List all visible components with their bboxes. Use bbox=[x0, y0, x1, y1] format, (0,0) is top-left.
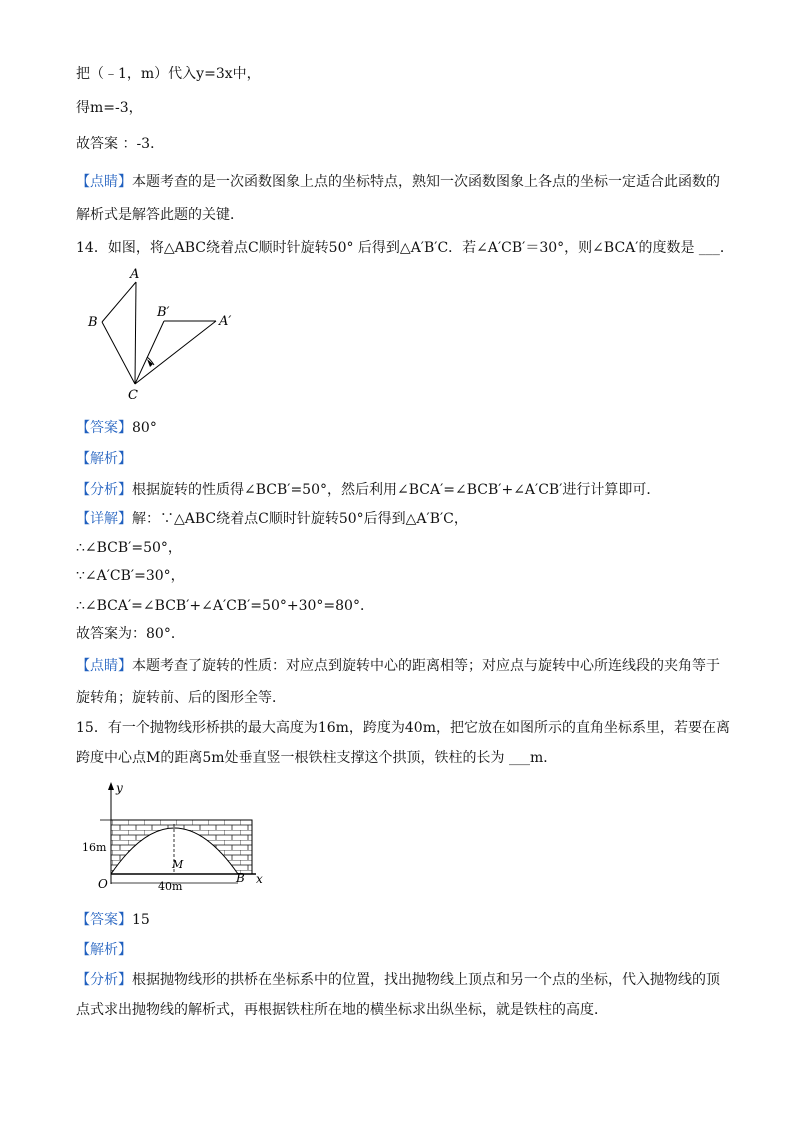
label-height: 16m bbox=[82, 841, 107, 854]
xiangjie-tag: 【详解】 bbox=[76, 511, 132, 527]
label-A-prime: A′ bbox=[219, 314, 232, 329]
fenxi-text: 根据旋转的性质得∠BCB′=50°，然后利用∠BCA′=∠BCB′+∠A′CB′进行计算即可． bbox=[132, 482, 661, 498]
answer-tag: 【答案】 bbox=[76, 912, 132, 928]
fenxi-text: 根据抛物线形的拱桥在坐标系中的位置，找出抛物线上顶点和另一个点的坐标，代入抛物线的顶 bbox=[132, 972, 720, 988]
label-B-prime: B′ bbox=[157, 305, 170, 320]
fenxi-15 bbox=[76, 970, 720, 990]
axis-y-label: y bbox=[116, 781, 123, 795]
fenxi-15-cont: 点式求出抛物线的解析式，再根据铁柱所在地的横坐标求出纵坐标，就是铁柱的高度． bbox=[76, 1002, 608, 1018]
dianjing-text: 本题考查的是一次函数图象上点的坐标特点，熟知一次函数图象上各点的坐标一定适合此函数的 bbox=[132, 174, 720, 190]
text-line-5: 解析式是解答此题的关键． bbox=[76, 207, 244, 223]
label-M: M bbox=[172, 858, 184, 871]
text-line-1: 把（﹣1，m）代入y=3x中， bbox=[76, 66, 261, 82]
dianjing-tag: 【点睛】 bbox=[76, 658, 132, 674]
fenxi-tag: 【分析】 bbox=[76, 482, 132, 498]
step-1: ∴∠BCB′=50°， bbox=[76, 540, 182, 556]
step-3: ∴∠BCA′=∠BCB′+∠A′CB′=50°+30°=80°． bbox=[76, 598, 374, 614]
label-B: B bbox=[236, 871, 245, 885]
axis-x-label: x bbox=[256, 872, 263, 886]
question-15-line1: 15．有一个抛物线形桥拱的最大高度为16m，跨度为40m，把它放在如图所示的直角坐标系里，若要在离 bbox=[76, 720, 730, 736]
xiangjie-14 bbox=[76, 509, 468, 529]
fenxi-tag: 【分析】 bbox=[76, 972, 132, 988]
answer-value: 15 bbox=[132, 912, 150, 928]
answer-tag: 【答案】 bbox=[76, 420, 132, 436]
answer-value: 80° bbox=[132, 420, 157, 436]
label-B: B bbox=[88, 315, 98, 330]
xiangjie-text: 解：∵△ABC绕着点C顺时针旋转50°后得到△A′B′C， bbox=[132, 511, 468, 527]
text-line-3: 故答案 ：-3． bbox=[76, 136, 165, 152]
step-2: ∵∠A′CB′=30°， bbox=[76, 568, 185, 584]
jiexi-14 bbox=[76, 449, 132, 469]
label-O: O bbox=[98, 877, 108, 891]
label-span: 40m bbox=[158, 880, 183, 892]
answer-15 bbox=[76, 910, 150, 930]
rotation-figure bbox=[80, 268, 260, 406]
question-15-line2: 跨度中心点M的距离5m处垂直竖一根铁柱支撑这个拱顶，铁柱的长为 ___m． bbox=[76, 750, 558, 766]
answer-14 bbox=[76, 418, 157, 438]
jiexi-15 bbox=[76, 940, 132, 960]
dianjing-tag: 【点睛】 bbox=[76, 174, 132, 190]
dianjing-14-cont: 旋转角；旋转前、后的图形全等． bbox=[76, 690, 286, 706]
jiexi-tag: 【解析】 bbox=[76, 942, 132, 958]
bridge-arch-figure bbox=[80, 780, 280, 892]
label-C: C bbox=[128, 388, 138, 403]
jiexi-tag: 【解析】 bbox=[76, 451, 132, 467]
text-line-2: 得m=-3， bbox=[76, 100, 143, 116]
dianjing-14 bbox=[76, 656, 720, 676]
dianjing-paragraph-13 bbox=[76, 172, 720, 192]
label-A: A bbox=[130, 268, 140, 282]
dianjing-text: 本题考查了旋转的性质：对应点到旋转中心的距离相等；对应点与旋转中心所连线段的夹角等于 bbox=[132, 658, 720, 674]
question-14: 14．如图，将△ABC绕着点C顺时针旋转50° 后得到△A′B′C．若∠A′CB′＝30°，则∠BCA′的度数是 ___． bbox=[76, 240, 734, 256]
fenxi-14 bbox=[76, 480, 660, 500]
step-4: 故答案为：80°． bbox=[76, 626, 185, 642]
